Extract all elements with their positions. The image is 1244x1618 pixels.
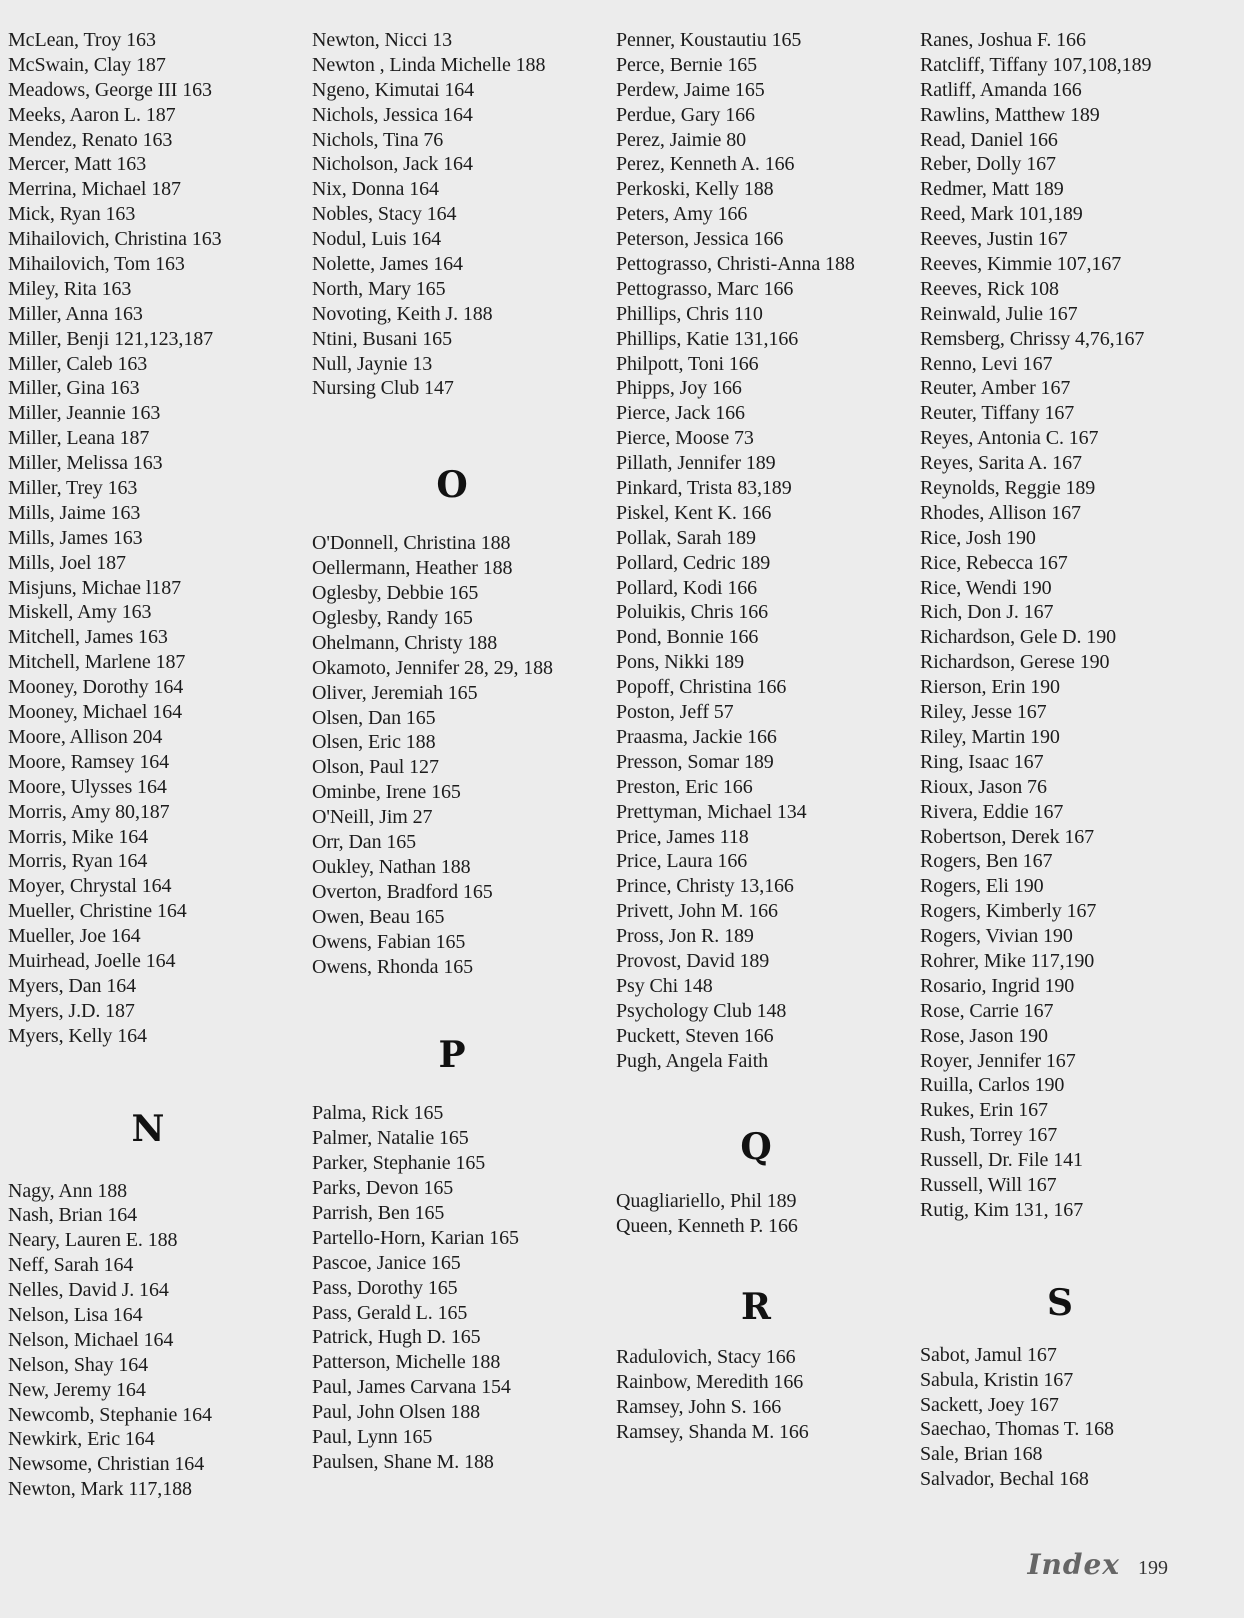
- index-entry: Phillips, Chris 110: [616, 302, 763, 325]
- index-entry: Reeves, Kimmie 107,167: [920, 253, 1122, 276]
- index-entry: Nobles, Stacy 164: [312, 203, 457, 226]
- page-number: 199: [1138, 1557, 1168, 1579]
- index-entry: Mihailovich, Christina 163: [8, 228, 222, 251]
- index-entry: Miskell, Amy 163: [8, 601, 152, 624]
- index-entry: Nicholson, Jack 164: [312, 153, 473, 176]
- index-entry: Mercer, Matt 163: [8, 153, 147, 176]
- index-entry: Pollard, Cedric 189: [616, 551, 771, 574]
- index-entry: Phillips, Katie 131,166: [616, 327, 799, 350]
- index-entry: Myers, J.D. 187: [8, 999, 135, 1022]
- index-entry: Pettograsso, Christi-Anna 188: [616, 253, 855, 276]
- index-entry: Rukes, Erin 167: [920, 1099, 1048, 1122]
- index-entry: Oukley, Nathan 188: [312, 855, 471, 878]
- index-entry: Poston, Jeff 57: [616, 701, 734, 724]
- index-entry: Paulsen, Shane M. 188: [312, 1450, 494, 1473]
- index-entry: Partello-Horn, Karian 165: [312, 1226, 519, 1249]
- index-entry: North, Mary 165: [312, 277, 446, 300]
- index-entry: Piskel, Kent K. 166: [616, 501, 772, 524]
- index-entry: Pierce, Jack 166: [616, 402, 745, 425]
- index-entry: Newton, Mark 117,188: [8, 1478, 192, 1501]
- index-entry: Oglesby, Randy 165: [312, 607, 473, 630]
- index-entry: Mitchell, Marlene 187: [8, 651, 186, 674]
- index-entry: Orr, Dan 165: [312, 831, 417, 854]
- index-entry: Mooney, Michael 164: [8, 701, 182, 724]
- index-entry: Saechao, Thomas T. 168: [920, 1418, 1114, 1441]
- index-entry: Ring, Isaac 167: [920, 750, 1044, 773]
- index-entry: Nichols, Jessica 164: [312, 103, 473, 126]
- index-entry: Palma, Rick 165: [312, 1102, 444, 1125]
- index-entry: Prettyman, Michael 134: [616, 800, 807, 823]
- index-entry: Nix, Donna 164: [312, 178, 439, 201]
- index-entry: Ramsey, John S. 166: [616, 1395, 782, 1418]
- index-entry: Moore, Ramsey 164: [8, 750, 170, 773]
- index-entry: Muirhead, Joelle 164: [8, 949, 176, 972]
- index-entry: Mueller, Joe 164: [8, 925, 141, 948]
- index-entry: Oliver, Jeremiah 165: [312, 681, 478, 704]
- index-entry: Nelles, David J. 164: [8, 1279, 169, 1302]
- index-entry: O'Donnell, Christina 188: [312, 532, 511, 555]
- index-entry: Ngeno, Kimutai 164: [312, 78, 475, 101]
- index-entry: Miller, Leana 187: [8, 427, 150, 450]
- index-entry: Nichols, Tina 76: [312, 128, 444, 151]
- index-entry: Nursing Club 147: [312, 377, 454, 400]
- index-entry: Philpott, Toni 166: [616, 352, 759, 375]
- section-letter: N: [131, 1107, 165, 1150]
- index-entry: Rogers, Kimberly 167: [920, 900, 1097, 923]
- index-entry: Moore, Ulysses 164: [8, 775, 167, 798]
- index-entry: Nelson, Lisa 164: [8, 1303, 143, 1326]
- index-entry: Reinwald, Julie 167: [920, 302, 1078, 325]
- index-entry: Pinkard, Trista 83,189: [616, 477, 792, 500]
- index-entry: Okamoto, Jennifer 28, 29, 188: [312, 656, 553, 679]
- index-entry: Rhodes, Allison 167: [920, 501, 1081, 524]
- index-entry: Redmer, Matt 189: [920, 178, 1064, 201]
- index-entry: Perez, Jaimie 80: [616, 128, 747, 151]
- index-entry: Morris, Mike 164: [8, 825, 149, 848]
- index-entry: Miller, Jeannie 163: [8, 402, 161, 425]
- index-entry: Perez, Kenneth A. 166: [616, 153, 795, 176]
- index-column-1: [8, 28, 308, 1502]
- index-entry: Rice, Rebecca 167: [920, 551, 1068, 574]
- index-entry: Rush, Torrey 167: [920, 1124, 1058, 1147]
- index-entry: Reber, Dolly 167: [920, 153, 1056, 176]
- index-entry: Reuter, Amber 167: [920, 377, 1071, 400]
- index-entry: Reuter, Tiffany 167: [920, 402, 1075, 425]
- index-entry: Reeves, Justin 167: [920, 228, 1068, 251]
- index-entry: Queen, Kenneth P. 166: [616, 1215, 798, 1238]
- index-entry: Morris, Ryan 164: [8, 850, 148, 873]
- index-entry: Pascoe, Janice 165: [312, 1251, 461, 1274]
- index-entry: Owens, Fabian 165: [312, 930, 466, 953]
- index-entry: Popoff, Christina 166: [616, 676, 787, 699]
- index-entry: Radulovich, Stacy 166: [616, 1346, 796, 1369]
- index-entry: Newcomb, Stephanie 164: [8, 1403, 212, 1426]
- index-entry: Owens, Rhonda 165: [312, 955, 474, 978]
- index-entry: Ratliff, Amanda 166: [920, 78, 1082, 101]
- index-entry: Pollak, Sarah 189: [616, 526, 756, 549]
- index-entry: Moyer, Chrystal 164: [8, 875, 172, 898]
- index-entry: Mooney, Dorothy 164: [8, 676, 184, 699]
- index-entry: Miller, Trey 163: [8, 477, 138, 500]
- index-entry: Mick, Ryan 163: [8, 203, 136, 226]
- index-entry: Nodul, Luis 164: [312, 228, 442, 251]
- index-entry: Rohrer, Mike 117,190: [920, 949, 1095, 972]
- index-entry: Rioux, Jason 76: [920, 775, 1047, 798]
- index-entry: Nelson, Michael 164: [8, 1328, 174, 1351]
- section-letter: P: [438, 1034, 466, 1077]
- index-entry: Pond, Bonnie 166: [616, 626, 759, 649]
- index-entry: Ramsey, Shanda M. 166: [616, 1420, 809, 1443]
- index-entry: Peters, Amy 166: [616, 203, 748, 226]
- index-entry: Rogers, Ben 167: [920, 850, 1053, 873]
- index-entry: Rainbow, Meredith 166: [616, 1371, 804, 1394]
- index-entry: Miller, Benji 121,123,187: [8, 327, 214, 350]
- index-column-2: [312, 28, 612, 1475]
- index-entry: Phipps, Joy 166: [616, 377, 742, 400]
- index-entry: Misjuns, Michae l187: [8, 576, 181, 599]
- index-entry: Neary, Lauren E. 188: [8, 1229, 178, 1252]
- index-entry: Reyes, Antonia C. 167: [920, 427, 1099, 450]
- index-entry: Remsberg, Chrissy 4,76,167: [920, 327, 1145, 350]
- index-entry: Rogers, Eli 190: [920, 875, 1044, 898]
- index-entry: Pettograsso, Marc 166: [616, 277, 794, 300]
- index-entry: Oellermann, Heather 188: [312, 557, 513, 580]
- index-entry: Nash, Brian 164: [8, 1204, 138, 1227]
- index-entry: Penner, Koustautiu 165: [616, 29, 802, 51]
- index-entry: Ohelmann, Christy 188: [312, 631, 498, 654]
- section-letter: S: [1047, 1281, 1073, 1324]
- index-entry: Perdew, Jaime 165: [616, 78, 765, 101]
- index-entry: Moore, Allison 204: [8, 725, 163, 748]
- index-entry: Renno, Levi 167: [920, 352, 1053, 375]
- index-column-3: [616, 28, 916, 1445]
- index-entry: Newton, Nicci 13: [312, 29, 453, 51]
- index-entry: Mills, James 163: [8, 526, 143, 549]
- index-entry: Neff, Sarah 164: [8, 1254, 134, 1277]
- index-entry: Oglesby, Debbie 165: [312, 582, 479, 605]
- index-entry: Perkoski, Kelly 188: [616, 178, 774, 201]
- index-entry: Olsen, Eric 188: [312, 731, 436, 754]
- index-entry: Myers, Dan 164: [8, 974, 137, 997]
- index-entry: Ruilla, Carlos 190: [920, 1074, 1065, 1097]
- index-entry: Rich, Don J. 167: [920, 601, 1054, 624]
- index-entry: Provost, David 189: [616, 949, 770, 972]
- index-entry: Owen, Beau 165: [312, 905, 445, 928]
- index-entry: Pugh, Angela Faith: [616, 1049, 769, 1072]
- index-entry: Reyes, Sarita A. 167: [920, 452, 1082, 475]
- index-entry: Peterson, Jessica 166: [616, 228, 784, 251]
- index-entry: Mihailovich, Tom 163: [8, 253, 185, 276]
- page-footer: [1027, 1548, 1168, 1581]
- index-entry: Perce, Bernie 165: [616, 53, 758, 76]
- index-entry: Rutig, Kim 131, 167: [920, 1198, 1084, 1221]
- index-entry: O'Neill, Jim 27: [312, 806, 433, 829]
- index-entry: Sale, Brian 168: [920, 1443, 1043, 1466]
- index-entry: Miller, Gina 163: [8, 377, 140, 400]
- index-entry: Mitchell, James 163: [8, 626, 168, 649]
- index-entry: Sabula, Kristin 167: [920, 1368, 1074, 1391]
- index-entry: Quagliariello, Phil 189: [616, 1190, 797, 1213]
- section-letter: Q: [740, 1126, 772, 1169]
- index-entry: Read, Daniel 166: [920, 128, 1058, 151]
- index-entry: Salvador, Bechal 168: [920, 1468, 1089, 1491]
- index-entry: Nelson, Shay 164: [8, 1353, 149, 1376]
- index-entry: Mills, Jaime 163: [8, 501, 141, 524]
- index-entry: Mendez, Renato 163: [8, 128, 173, 151]
- index-entry: Price, James 118: [616, 825, 749, 848]
- index-entry: Paul, James Carvana 154: [312, 1376, 511, 1399]
- index-entry: Sackett, Joey 167: [920, 1393, 1059, 1416]
- index-entry: Reynolds, Reggie 189: [920, 477, 1096, 500]
- index-entry: Rawlins, Matthew 189: [920, 103, 1100, 126]
- index-entry: Overton, Bradford 165: [312, 880, 493, 903]
- index-entry: Myers, Kelly 164: [8, 1024, 147, 1047]
- index-entry: Rivera, Eddie 167: [920, 800, 1064, 823]
- index-entry: Parrish, Ben 165: [312, 1201, 445, 1224]
- index-entry: Palmer, Natalie 165: [312, 1127, 469, 1150]
- index-entry: Meeks, Aaron L. 187: [8, 103, 176, 126]
- index-entry: Royer, Jennifer 167: [920, 1049, 1076, 1072]
- index-entry: McLean, Troy 163: [8, 29, 156, 51]
- index-entry: Rosario, Ingrid 190: [920, 974, 1075, 997]
- index-entry: Perdue, Gary 166: [616, 103, 755, 126]
- index-entry: Riley, Jesse 167: [920, 701, 1047, 724]
- index-entry: Newkirk, Eric 164: [8, 1428, 155, 1451]
- index-entry: Rice, Wendi 190: [920, 576, 1052, 599]
- index-entry: Olson, Paul 127: [312, 756, 439, 779]
- index-entry: Pillath, Jennifer 189: [616, 452, 776, 475]
- index-entry: Patrick, Hugh D. 165: [312, 1326, 481, 1349]
- index-entry: New, Jeremy 164: [8, 1378, 146, 1401]
- index-entry: Newton , Linda Michelle 188: [312, 53, 546, 76]
- index-entry: Puckett, Steven 166: [616, 1024, 774, 1047]
- index-entry: Rierson, Erin 190: [920, 676, 1060, 699]
- index-entry: Miller, Melissa 163: [8, 452, 163, 475]
- index-entry: Sabot, Jamul 167: [920, 1343, 1057, 1366]
- section-letter: R: [741, 1286, 771, 1329]
- index-entry: Paul, John Olsen 188: [312, 1401, 481, 1424]
- index-entry: Reed, Mark 101,189: [920, 203, 1083, 226]
- index-entry: Rogers, Vivian 190: [920, 925, 1073, 948]
- index-entry: Olsen, Dan 165: [312, 706, 436, 729]
- index-entry: Praasma, Jackie 166: [616, 725, 777, 748]
- section-letter: O: [436, 464, 468, 507]
- index-column-4: [920, 28, 1220, 1492]
- index-entry: Richardson, Gele D. 190: [920, 626, 1116, 649]
- index-entry: Merrina, Michael 187: [8, 178, 181, 201]
- index-entry: Presson, Somar 189: [616, 750, 774, 773]
- index-entry: Mueller, Christine 164: [8, 900, 187, 923]
- index-entry: Privett, John M. 166: [616, 900, 778, 923]
- index-entry: Ranes, Joshua F. 166: [920, 29, 1086, 51]
- index-entry: Parker, Stephanie 165: [312, 1152, 486, 1175]
- index-entry: Riley, Martin 190: [920, 725, 1060, 748]
- index-entry: Parks, Devon 165: [312, 1177, 454, 1200]
- index-entry: Poluikis, Chris 166: [616, 601, 769, 624]
- index-entry: Rice, Josh 190: [920, 526, 1036, 549]
- index-entry: Newsome, Christian 164: [8, 1453, 205, 1476]
- index-entry: Price, Laura 166: [616, 850, 748, 873]
- index-entry: Ratcliff, Tiffany 107,108,189: [920, 53, 1152, 76]
- index-entry: Pierce, Moose 73: [616, 427, 754, 450]
- index-entry: Patterson, Michelle 188: [312, 1351, 501, 1374]
- index-entry: Richardson, Gerese 190: [920, 651, 1110, 674]
- index-entry: Pass, Gerald L. 165: [312, 1301, 468, 1324]
- index-entry: Null, Jaynie 13: [312, 352, 433, 375]
- index-entry: Paul, Lynn 165: [312, 1425, 433, 1448]
- index-entry: Russell, Dr. File 141: [920, 1149, 1083, 1172]
- index-entry: Ntini, Busani 165: [312, 327, 452, 350]
- index-entry: Psychology Club 148: [616, 999, 787, 1022]
- index-entry: Miller, Caleb 163: [8, 352, 148, 375]
- index-entry: Pons, Nikki 189: [616, 651, 744, 674]
- index-entry: McSwain, Clay 187: [8, 53, 166, 76]
- index-entry: Mills, Joel 187: [8, 551, 126, 574]
- index-entry: Miley, Rita 163: [8, 277, 132, 300]
- index-entry: Preston, Eric 166: [616, 775, 753, 798]
- index-entry: Rose, Carrie 167: [920, 999, 1054, 1022]
- index-entry: Russell, Will 167: [920, 1173, 1057, 1196]
- index-entry: Meadows, George III 163: [8, 78, 212, 101]
- index-entry: Pross, Jon R. 189: [616, 925, 754, 948]
- index-entry: Novoting, Keith J. 188: [312, 302, 493, 325]
- index-entry: Ominbe, Irene 165: [312, 781, 461, 804]
- index-entry: Morris, Amy 80,187: [8, 800, 170, 823]
- index-entry: Prince, Christy 13,166: [616, 875, 794, 898]
- index-entry: Pollard, Kodi 166: [616, 576, 758, 599]
- index-entry: Miller, Anna 163: [8, 302, 143, 325]
- index-entry: Robertson, Derek 167: [920, 825, 1095, 848]
- index-entry: Reeves, Rick 108: [920, 277, 1059, 300]
- index-entry: Nagy, Ann 188: [8, 1179, 128, 1202]
- index-entry: Nolette, James 164: [312, 253, 463, 276]
- index-entry: Rose, Jason 190: [920, 1024, 1048, 1047]
- index-entry: Pass, Dorothy 165: [312, 1276, 458, 1299]
- index-entry: Psy Chi 148: [616, 974, 713, 997]
- footer-section-title: Index: [1027, 1548, 1120, 1581]
